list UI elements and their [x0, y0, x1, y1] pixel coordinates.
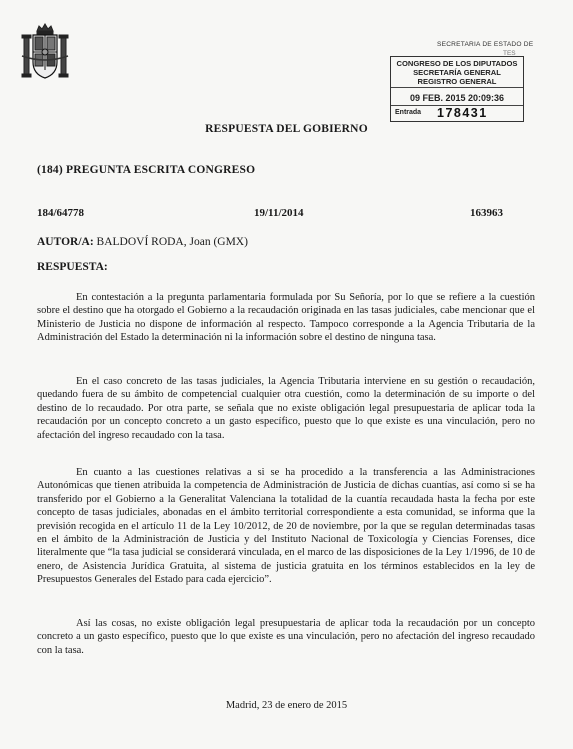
reference-code: 163963 — [470, 207, 503, 219]
author-line — [37, 236, 248, 248]
question-heading: (184) PREGUNTA ESCRITA CONGRESO — [37, 164, 256, 176]
stamp-line-registro: REGISTRO GENERAL — [417, 77, 497, 86]
stamp-line-secretaria: SECRETARÍA GENERAL — [413, 68, 501, 77]
stamp-header-line1: SECRETARIA DE ESTADO DE — [437, 41, 534, 48]
response-paragraph-1: En contestación a la pregunta parlamentaria formulada por Su Señoría, por lo que se refiere a la cuestión sobre el destino que ha otorgado el Gobierno a la recaudación originada en las tasas judiciales, cabe mencionar que el Ministerio de Justicia no dispone de información al respecto. Tampoco corresponde a la Agencia Tributaria de la Administración del Estado la determinación ni la información sobre el destino de ninguna tasa. — [37, 292, 535, 344]
stamp-entry-number: 178431 — [437, 106, 488, 120]
stamp-entry-label: Entrada — [395, 109, 422, 116]
stamp-ghost-text: TES — [503, 50, 516, 57]
reference-number: 184/64778 — [37, 207, 85, 219]
spain-coat-of-arms-icon — [20, 22, 70, 84]
reference-date: 19/11/2014 — [254, 207, 304, 219]
stamp-line-congreso: CONGRESO DE LOS DIPUTADOS — [396, 59, 518, 68]
author-name: BALDOVÍ RODA, Joan (GMX) — [96, 236, 248, 248]
stamp-header — [437, 41, 533, 48]
response-paragraph-4: Así las cosas, no existe obligación legal presupuestaria de aplicar toda la recaudación por un concepto concreto a un gasto específico, puesto que lo que existe es una vinculación, pero no afectación del ingreso recaudado con la tasa. — [37, 618, 535, 656]
response-label: RESPUESTA: — [37, 261, 108, 273]
stamp-datetime: 09 FEB. 2015 20:09:36 — [409, 93, 505, 103]
document-title: RESPUESTA DEL GOBIERNO — [205, 123, 368, 135]
response-paragraph-3: En cuanto a las cuestiones relativas a si se ha procedido a la transferencia a las Administraciones Autonómicas que tienen atribuida la competencia de Administración de Justicia de dichas cuantías, así como si se ha transferido por el Gobierno a la Generalitat Valenciana la totalidad de la cuantía recaudada hasta la fecha por este concepto de tasas judiciales, abonadas en el ámbito territorial correspondiente a esta comunidad, se informa que la previsión recogida en el artículo 11 de la Ley 10/2012, de 20 de noviembre, por la que se regulan determinadas tasas en el ámbito de la Administración de Justicia y del Instituto Nacional de Toxicología y Ciencias Forenses, dice literalmente que “la tasa judicial se considerará vinculada, en el marco de las disposiciones de la Ley 1/1996, de 10 de enero, de Asistencia Jurídica Gratuita, al sistema de justicia gratuita en los términos establecidos en la ley de Presupuestos Generales del Estado para cada ejercicio”. — [37, 467, 535, 586]
response-paragraph-2: En el caso concreto de las tasas judiciales, la Agencia Tributaria interviene en su gestión o recaudación, quedando fuera de su ámbito de competencial cualquier otra cuestión, como la determinación de su importe o del destino de lo recaudado. Por otra parte, se señala que no existe obligación legal presupuestaria de aplicar toda la recaudación por un concepto concreto a un gasto específico, puesto que lo que existe es una vinculación, pero no afectación del ingreso recaudado con la tasa. — [37, 376, 535, 441]
registry-stamp — [385, 40, 560, 124]
signoff-date: Madrid, 23 de enero de 2015 — [225, 700, 348, 711]
stamp-box — [390, 56, 524, 122]
stamp-divider — [391, 87, 523, 88]
author-label: AUTOR/A: — [37, 236, 94, 248]
